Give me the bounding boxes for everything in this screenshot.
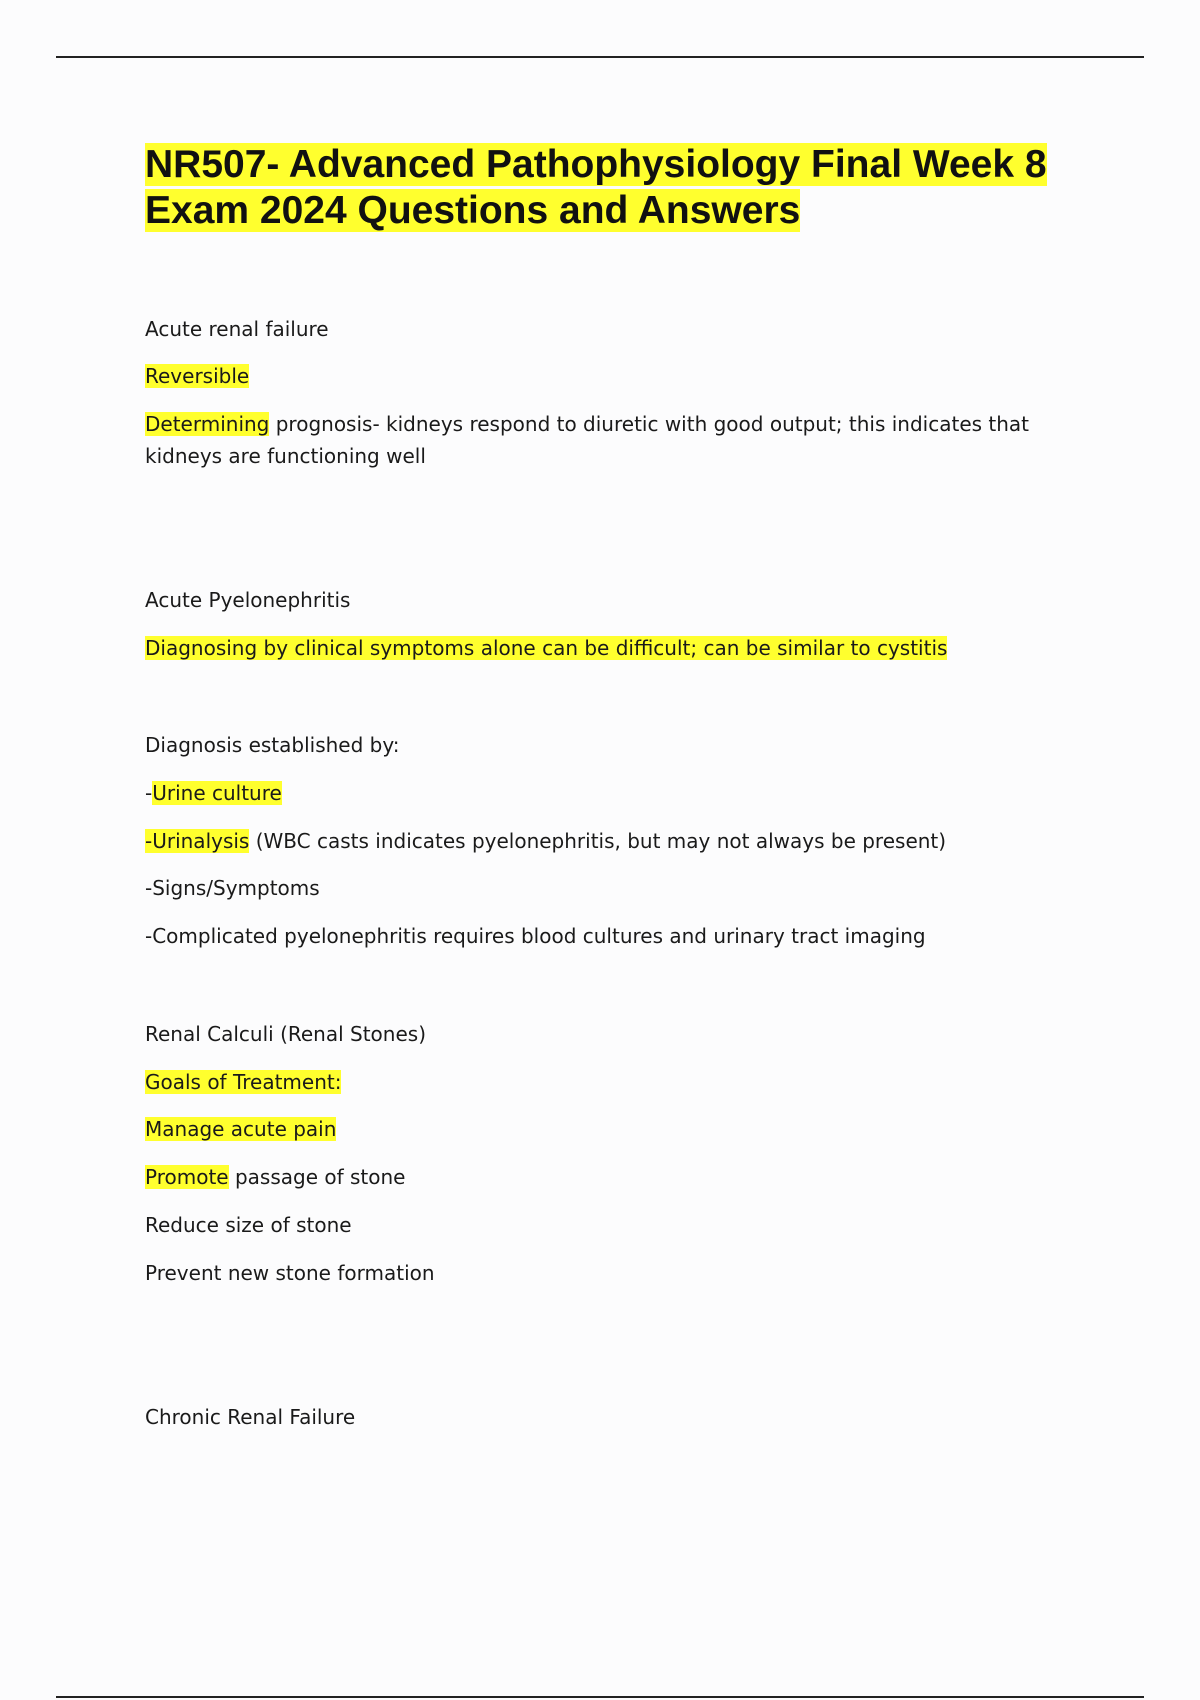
passage-text: passage of stone: [228, 1165, 406, 1189]
item-urinalysis: [145, 825, 946, 857]
top-rule: [56, 56, 1144, 58]
document-title: [145, 142, 1095, 234]
goals-text: Goals of Treatment:: [145, 1070, 342, 1094]
answer-reversible: [145, 360, 249, 392]
answer-diagnosing-clinical-symptoms: [145, 632, 947, 664]
goals-of-treatment: [145, 1066, 341, 1098]
goal-manage-pain: [145, 1113, 336, 1145]
manage-pain-text: Manage acute pain: [145, 1117, 337, 1141]
question-acute-renal-failure: Acute renal failure: [145, 317, 329, 341]
answer-determining-prognosis: [145, 408, 1045, 472]
highlight-determining: Determining: [145, 412, 270, 436]
question-renal-calculi: Renal Calculi (Renal Stones): [145, 1022, 426, 1046]
urine-culture-text: Urine culture: [152, 781, 282, 805]
dash: -: [145, 781, 153, 805]
answer-diagnosing-text: Diagnosing by clinical symptoms alone can be difficult; can be similar to cystitis: [145, 636, 948, 660]
goal-promote-passage: [145, 1161, 405, 1193]
item-urine-culture: [145, 777, 282, 809]
item-complicated-pyelonephritis: -Complicated pyelonephritis requires blood cultures and urinary tract imaging: [145, 924, 926, 948]
urinalysis-note: (WBC casts indicates pyelonephritis, but may not always be present): [249, 829, 947, 853]
promote-text: Promote: [145, 1165, 229, 1189]
question-diagnosis-established: Diagnosis established by:: [145, 733, 400, 757]
item-signs-symptoms: -Signs/Symptoms: [145, 876, 320, 900]
prognosis-text: prognosis- kidneys respond to diuretic with good output; this indicates that kidneys are functioning well: [145, 412, 1030, 468]
bottom-rule: [56, 1696, 1144, 1698]
goal-reduce-size: Reduce size of stone: [145, 1213, 352, 1237]
question-chronic-renal-failure: Chronic Renal Failure: [145, 1405, 356, 1429]
title-line-1: NR507- Advanced Pathophysiology Final Week 8: [145, 143, 1047, 186]
title-line-2: Exam 2024 Questions and Answers: [145, 189, 801, 232]
answer-reversible-text: Reversible: [145, 364, 250, 388]
urinalysis-text: -Urinalysis: [145, 829, 250, 853]
question-acute-pyelonephritis: Acute Pyelonephritis: [145, 588, 351, 612]
goal-prevent-formation: Prevent new stone formation: [145, 1261, 435, 1285]
